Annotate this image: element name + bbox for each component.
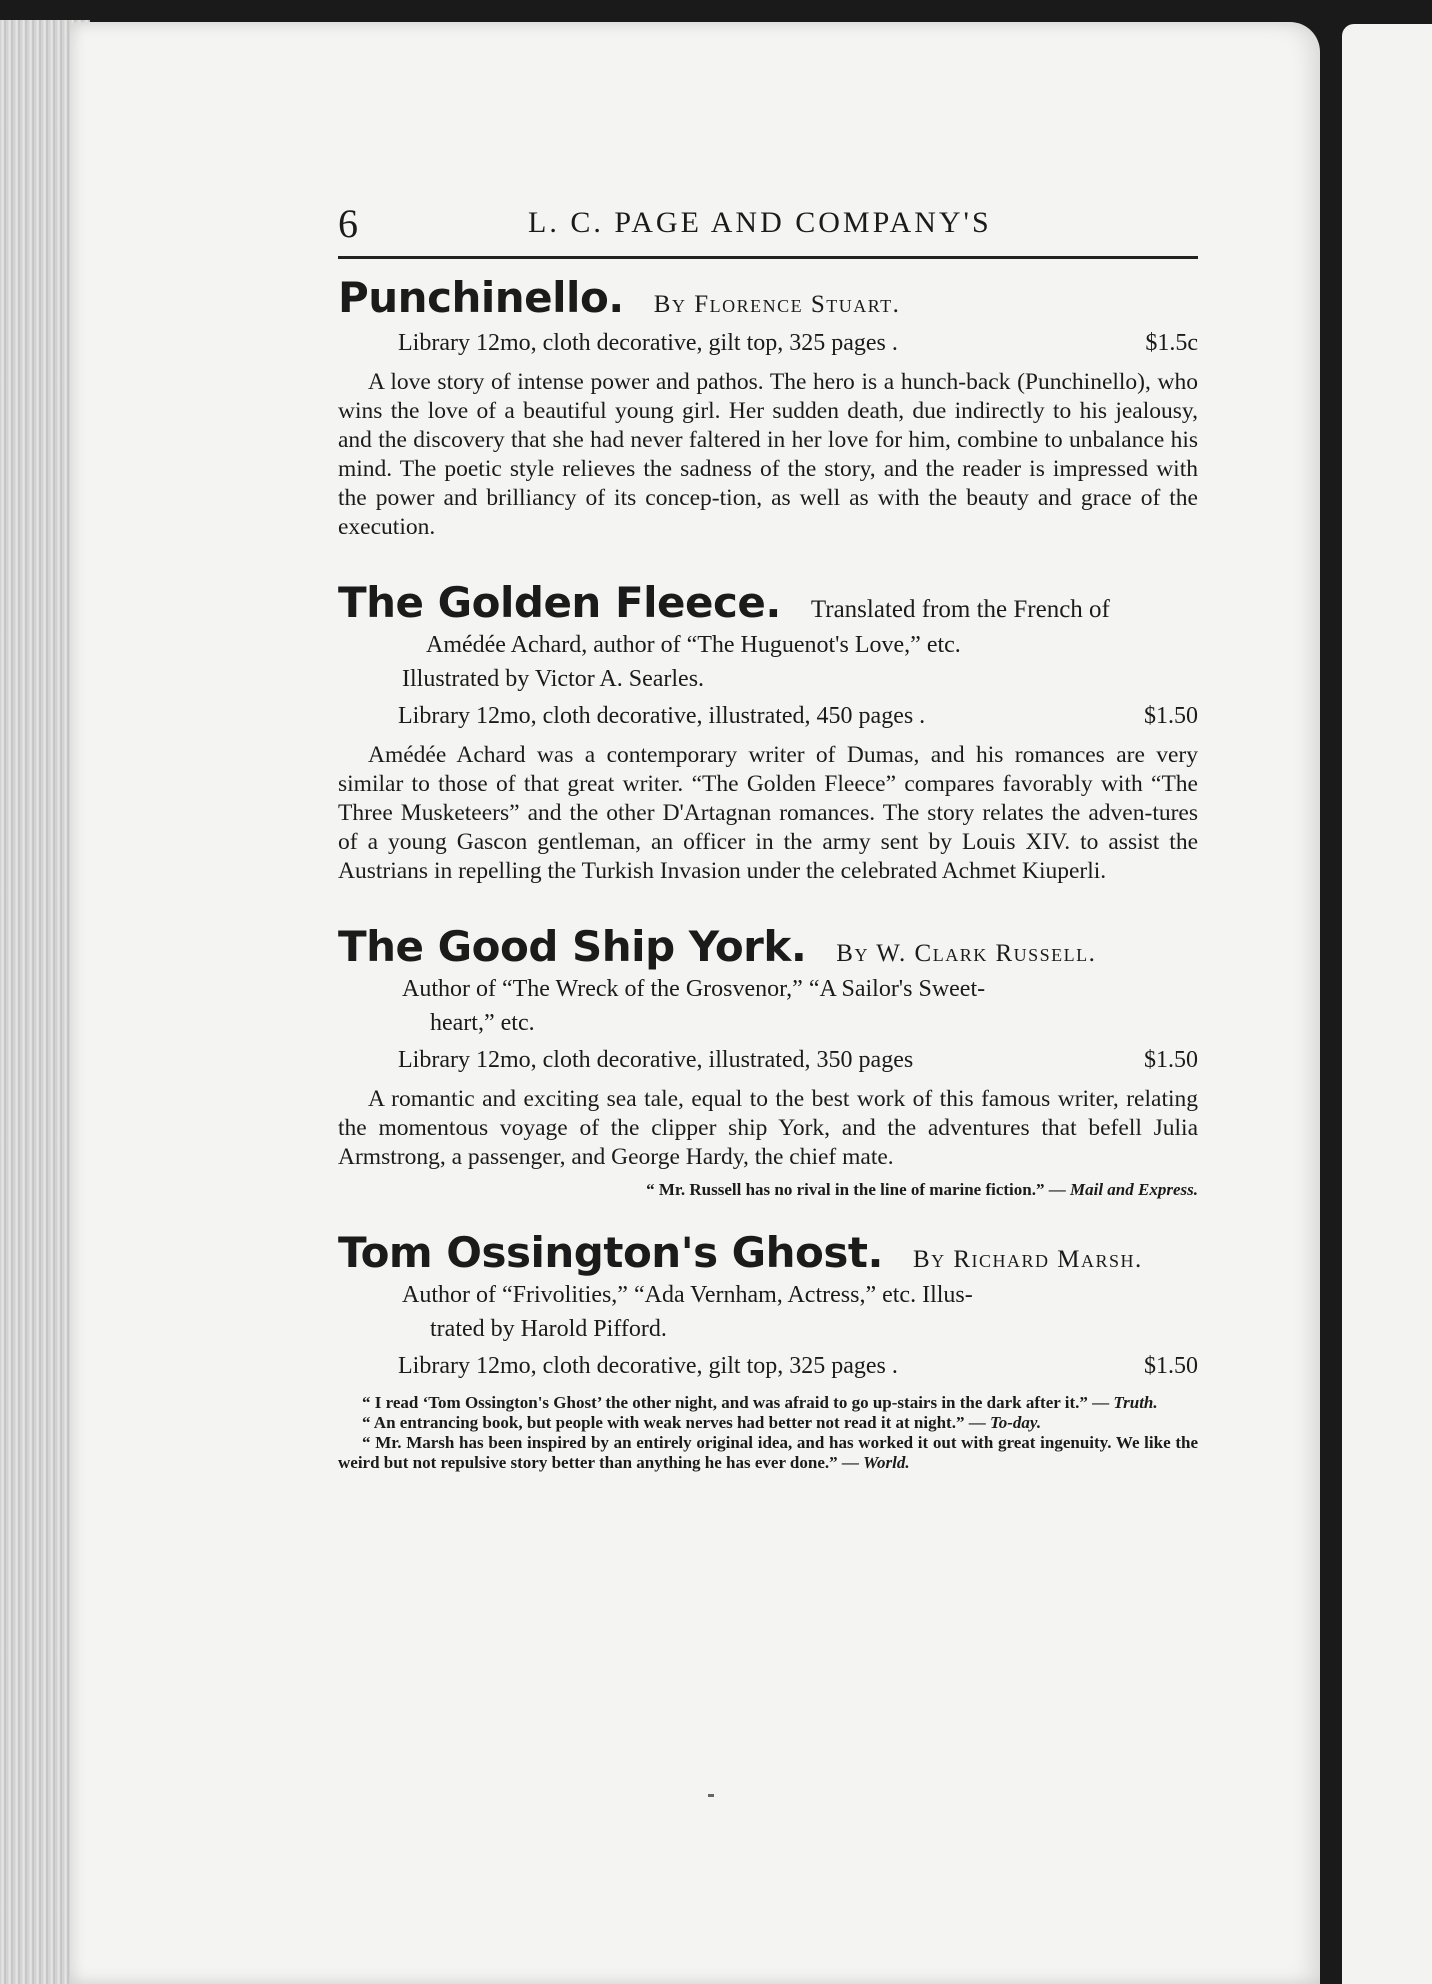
paper-speck	[708, 1794, 714, 1797]
author-byline: By Florence Stuart.	[653, 291, 901, 318]
facing-page	[1342, 24, 1432, 1984]
quote-text: “ Mr. Russell has no rival in the line of marine fiction.” —	[646, 1180, 1066, 1199]
review-quote	[338, 1180, 1198, 1200]
book-entry-punchinello	[338, 273, 1198, 542]
author-byline: By W. Clark Russell.	[836, 940, 1097, 967]
author-credit: Author of “Frivolities,” “Ada Vernham, Actress,” etc. Illus-	[402, 1282, 973, 1308]
book-title: The Golden Fleece.	[338, 578, 781, 627]
quote-text: “ Mr. Marsh has been inspired by an entirely original idea, and has worked it out with great ingenuity. We like the weird but not repulsive story better than anything he has ever done.” —	[338, 1433, 1198, 1472]
book-description: A romantic and exciting sea tale, equal to the best work of this famous writer, relating the momentous voyage of the clipper ship York, and the adventures that befell Julia Armstrong, a passenger, and George Hardy, the chief mate.	[338, 1086, 1198, 1170]
entry-heading	[338, 273, 1198, 322]
quote-text: “ An entrancing book, but people with weak nerves had better not read it at night.” —	[362, 1413, 986, 1432]
entry-heading	[338, 578, 1198, 627]
author-credit: Amédée Achard, author of “The Huguenot's Love,” etc.	[426, 632, 961, 658]
publication-line	[338, 326, 1198, 360]
format-details: Library 12mo, cloth decorative, gilt top, 325 pages .	[398, 1353, 898, 1379]
book-title: The Good Ship York.	[338, 922, 807, 971]
translation-note: Translated from the French of	[810, 596, 1110, 623]
format-details: Library 12mo, cloth decorative, gilt top, 325 pages .	[398, 330, 898, 356]
author-credit-continued: trated by Harold Pifford.	[430, 1316, 667, 1342]
quote-text: “ I read ‘Tom Ossington's Ghost’ the other night, and was afraid to go up-stairs in the dark after it.” —	[362, 1393, 1110, 1412]
review-quotes	[338, 1393, 1198, 1473]
author-credit: Author of “The Wreck of the Grosvenor,” “A Sailor's Sweet-	[402, 976, 986, 1002]
page-content	[338, 200, 1198, 1473]
book-description: Amédée Achard was a contemporary writer of Dumas, and his romances are very similar to those of that great writer. “The Golden Fleece” compares favorably with “The Three Musketeers” and the other D'Artagnan romances. The story relates the adven-tures of a young Gascon gentleman, an officer in the army sent by Louis XIV. to assist the Austrians in repelling the Turkish Invasion under the celebrated Achmet Kiuperli.	[338, 742, 1198, 884]
running-title: L. C. PAGE AND COMPANY'S	[528, 206, 992, 239]
review-quote	[338, 1433, 1198, 1473]
book-entry-golden-fleece	[338, 578, 1198, 886]
review-quote	[338, 1413, 1198, 1433]
author-byline: By Richard Marsh.	[912, 1246, 1143, 1273]
book-description: A love story of intense power and pathos. The hero is a hunch-back (Punchinello), who wins the love of a beautiful young girl. Her sudden death, due indirectly to his jealousy, and the discovery that she had never faltered in her love for him, combine to unbalance his mind. The poetic style relieves the sadness of the story, and the reader is impressed with the power and brilliancy of its concep-tion, as well as with the beauty and grace of the execution.	[338, 369, 1198, 540]
price: $1.50	[1144, 703, 1198, 729]
publication-line	[338, 699, 1198, 733]
price: $1.50	[1144, 1353, 1198, 1379]
quote-source: Truth.	[1113, 1393, 1158, 1412]
quote-source: World.	[863, 1453, 910, 1472]
format-details: Library 12mo, cloth decorative, illustrated, 350 pages	[398, 1047, 914, 1073]
book-title: Tom Ossington's Ghost.	[338, 1228, 883, 1277]
illustrator-credit: Illustrated by Victor A. Searles.	[402, 666, 705, 692]
price: $1.50	[1144, 1047, 1198, 1073]
format-details: Library 12mo, cloth decorative, illustrated, 450 pages .	[398, 703, 926, 729]
page-number: 6	[338, 201, 359, 246]
review-quote	[338, 1393, 1198, 1413]
entry-heading	[338, 922, 1198, 971]
price: $1.5c	[1145, 330, 1198, 356]
publication-line	[338, 1043, 1198, 1077]
quote-source: Mail and Express.	[1070, 1180, 1198, 1199]
quote-source: To-day.	[989, 1413, 1042, 1432]
publication-line	[338, 1349, 1198, 1383]
book-entry-good-ship-york	[338, 922, 1198, 1200]
book-entry-tom-ossington	[338, 1228, 1198, 1473]
entry-heading	[338, 1228, 1198, 1277]
author-credit-continued: heart,” etc.	[430, 1010, 535, 1036]
book-title: Punchinello.	[338, 273, 624, 322]
running-header	[338, 200, 1198, 259]
